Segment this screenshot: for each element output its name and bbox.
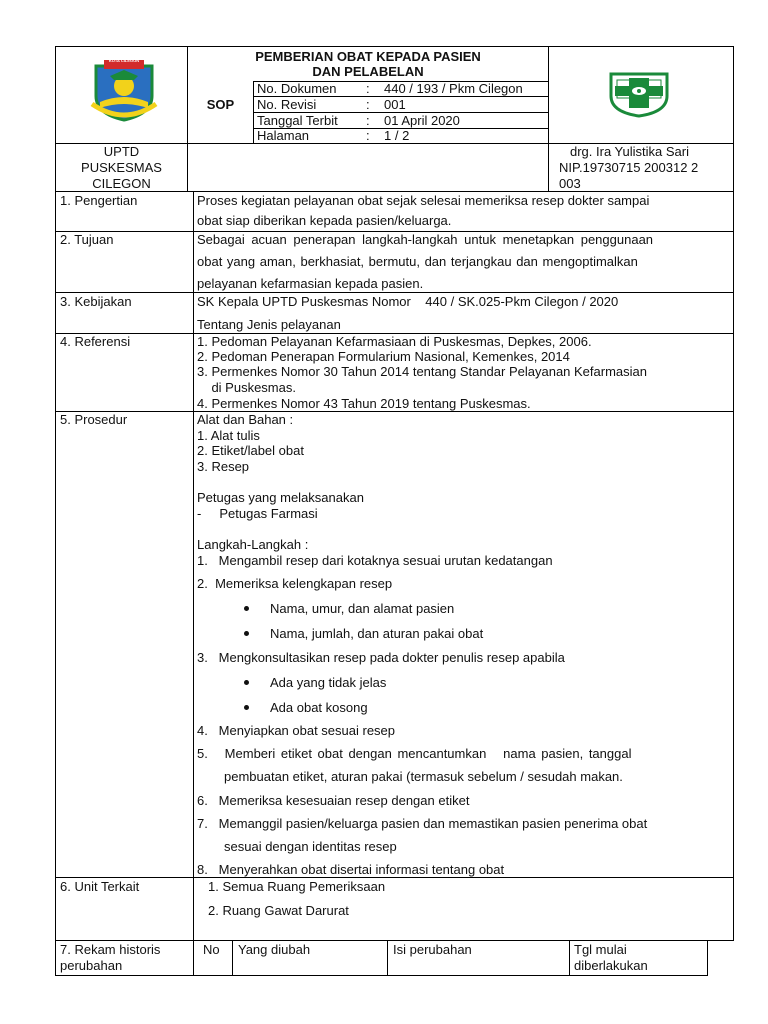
sop-label: SOP xyxy=(206,97,235,112)
bullet-icon xyxy=(244,631,249,636)
bullet-icon xyxy=(244,680,249,685)
section-label-unit: 6. Unit Terkait xyxy=(60,879,140,894)
issue-date-label: Tanggal Terbit xyxy=(257,113,338,128)
doc-number-label: No. Dokumen xyxy=(257,81,337,96)
org-line-2: PUSKESMAS xyxy=(81,160,162,175)
rule xyxy=(548,46,549,192)
page-label: Halaman xyxy=(257,128,310,143)
history-header-content: Isi perubahan xyxy=(393,942,472,957)
tujuan-line-2: obat yang aman, berkhasiat, bermutu, dan terjangkau dan mengoptimalkan xyxy=(197,254,638,269)
section-label-rekam: 7. Rekam historis xyxy=(60,942,161,957)
kebijakan-line-1: SK Kepala UPTD Puskesmas Nomor 440 / SK.025-Pkm Cilegon / 2020 xyxy=(197,294,619,309)
referensi-line-4: di Puskesmas. xyxy=(197,380,296,395)
referensi-line-3: 3. Permenkes Nomor 30 Tahun 2014 tentang Standar Pelayanan Kefarmasian xyxy=(197,364,647,379)
alat-item-3: 3. Resep xyxy=(197,459,250,474)
history-header-changed: Yang diubah xyxy=(238,942,311,957)
org-line-1: UPTD xyxy=(103,144,140,159)
referensi-line-5: 4. Permenkes Nomor 43 Tahun 2019 tentang Puskesmas. xyxy=(197,396,531,411)
referensi-line-1: 1. Pedoman Pelayanan Kefarmasiaan di Puskesmas, Depkes, 2006. xyxy=(197,334,592,349)
revision-sep: : xyxy=(366,97,370,112)
history-header-date-cont: diberlakukan xyxy=(574,958,648,973)
rule xyxy=(55,191,733,192)
step-4: 4. Menyiapkan obat sesuai resep xyxy=(197,723,396,738)
unit-item-1: 1. Semua Ruang Pemeriksaan xyxy=(208,879,386,894)
rule xyxy=(193,975,707,976)
city-emblem-logo xyxy=(86,56,162,122)
rule xyxy=(193,191,194,976)
pengertian-line-1: Proses kegiatan pelayanan obat sejak selesai memeriksa resep dokter sampai xyxy=(197,193,650,208)
petugas-item: - Petugas Farmasi xyxy=(197,506,318,521)
issue-date-sep: : xyxy=(366,113,370,128)
petugas-title: Petugas yang melaksanakan xyxy=(197,490,364,505)
history-header-date: Tgl mulai xyxy=(574,942,627,957)
pengertian-line-2: obat siap diberikan kepada pasien/keluarga. xyxy=(197,213,452,228)
step-6: 6. Memeriksa kesesuaian resep dengan etiket xyxy=(197,793,470,808)
doc-number-sep: : xyxy=(366,81,370,96)
step-2-sub-2: Nama, jumlah, dan aturan pakai obat xyxy=(270,626,484,641)
section-label-prosedur: 5. Prosedur xyxy=(60,412,128,427)
signer-nip-cont: 003 xyxy=(559,176,581,191)
rule xyxy=(55,46,733,47)
rule xyxy=(55,292,733,293)
signer-nip: NIP.19730715 200312 2 xyxy=(559,160,699,175)
doc-number-value: 440 / 193 / Pkm Cilegon xyxy=(384,81,523,96)
tujuan-line-3: pelayanan kefarmasian kepada pasien. xyxy=(197,276,424,291)
bullet-icon xyxy=(244,705,249,710)
rule xyxy=(569,940,570,976)
tujuan-line-1: Sebagai acuan penerapan langkah-langkah untuk menetapkan penggunaan xyxy=(197,232,654,247)
step-3: 3. Mengkonsultasikan resep pada dokter penulis resep apabila xyxy=(197,650,565,665)
bullet-icon xyxy=(244,606,249,611)
alat-title: Alat dan Bahan : xyxy=(197,412,294,427)
revision-label: No. Revisi xyxy=(257,97,317,112)
document-title-line-2: DAN PELABELAN xyxy=(312,64,424,79)
rule xyxy=(55,877,733,878)
rule xyxy=(55,940,733,941)
unit-item-2: 2. Ruang Gawat Darurat xyxy=(208,903,349,918)
rule xyxy=(253,81,254,143)
step-7-cont: sesuai dengan identitas resep xyxy=(224,839,397,854)
rule xyxy=(733,46,734,941)
step-7: 7. Memanggil pasien/keluarga pasien dan memastikan pasien penerima obat xyxy=(197,816,648,831)
section-label-tujuan: 2. Tujuan xyxy=(60,232,114,247)
kebijakan-line-2: Tentang Jenis pelayanan xyxy=(197,317,341,332)
step-2: 2. Memeriksa kelengkapan resep xyxy=(197,576,393,591)
step-5: 5. Memberi etiket obat dengan mencantumkan nama pasien, tanggal xyxy=(197,746,632,761)
rule xyxy=(55,411,733,412)
revision-value: 001 xyxy=(384,97,406,112)
emblem-title: KOTA CILEGON xyxy=(108,58,140,63)
section-label-referensi: 4. Referensi xyxy=(60,334,131,349)
org-line-3: CILEGON xyxy=(92,176,151,191)
rule xyxy=(387,940,388,976)
history-header-no: No xyxy=(203,942,220,957)
section-label-rekam-cont: perubahan xyxy=(60,958,123,973)
step-5-cont: pembuatan etiket, aturan pakai (termasuk sebelum / sesudah makan. xyxy=(224,769,623,784)
alat-item-2: 2. Etiket/label obat xyxy=(197,443,304,458)
step-2-sub-1: Nama, umur, dan alamat pasien xyxy=(270,601,455,616)
step-1: 1. Mengambil resep dari kotaknya sesuai urutan kedatangan xyxy=(197,553,553,568)
rule xyxy=(232,940,233,976)
step-3-sub-1: Ada yang tidak jelas xyxy=(270,675,387,690)
alat-item-1: 1. Alat tulis xyxy=(197,428,260,443)
step-8: 8. Menyerahkan obat disertai informasi tentang obat xyxy=(197,862,505,877)
step-3-sub-2: Ada obat kosong xyxy=(270,700,368,715)
page-sep: : xyxy=(366,128,370,143)
signer-name: drg. Ira Yulistika Sari xyxy=(570,144,689,159)
page-value: 1 / 2 xyxy=(384,128,410,143)
puskesmas-logo xyxy=(603,68,675,118)
document-title-line-1: PEMBERIAN OBAT KEPADA PASIEN xyxy=(255,49,481,64)
langkah-title: Langkah-Langkah : xyxy=(197,537,309,552)
section-label-pengertian: 1. Pengertian xyxy=(60,193,138,208)
issue-date-value: 01 April 2020 xyxy=(384,113,460,128)
rule xyxy=(55,975,193,976)
section-label-kebijakan: 3. Kebijakan xyxy=(60,294,132,309)
rule xyxy=(707,940,708,976)
referensi-line-2: 2. Pedoman Penerapan Formularium Nasional, Kemenkes, 2014 xyxy=(197,349,570,364)
